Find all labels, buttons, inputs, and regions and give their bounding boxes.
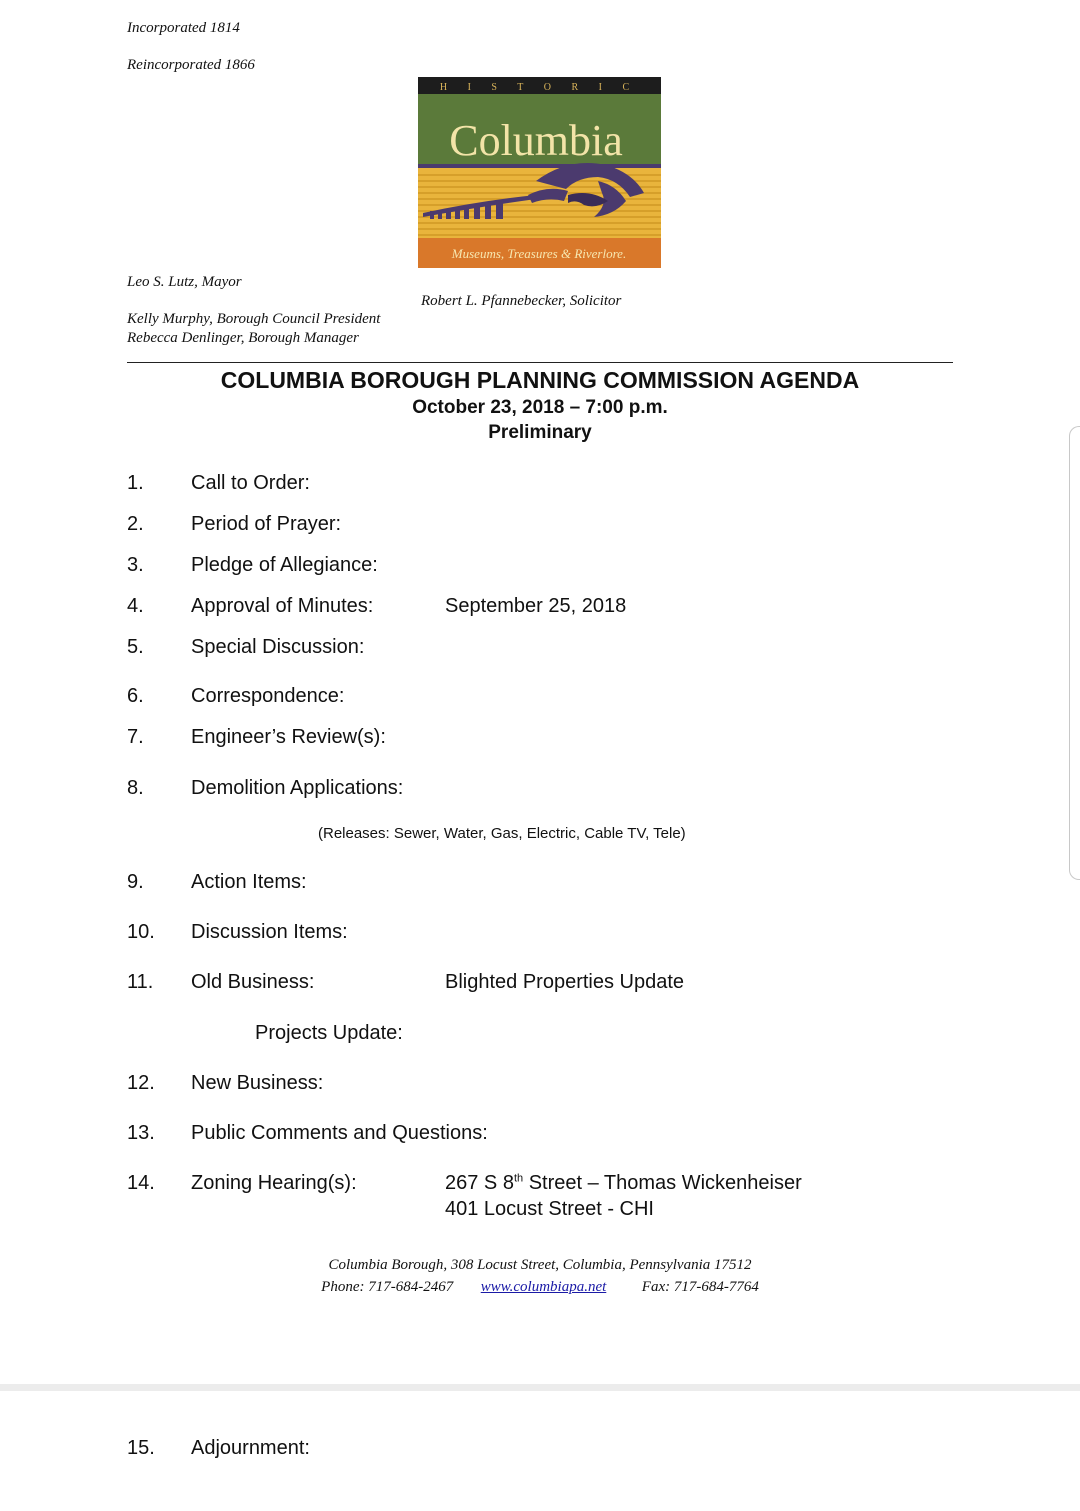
logo-tagline: Museums, Treasures & Riverlore.	[451, 246, 627, 261]
manager-text: Rebecca Denlinger, Borough Manager	[127, 330, 359, 346]
item-11-label: Old Business:	[191, 971, 315, 993]
item-5-label: Special Discussion:	[191, 636, 365, 658]
item-5-number: 5.	[127, 636, 144, 658]
item-10-label: Discussion Items:	[191, 921, 348, 943]
item-4-number: 4.	[127, 595, 144, 617]
logo-name: Columbia	[449, 116, 623, 165]
item-3-number: 3.	[127, 554, 144, 576]
item-11-value: Blighted Properties Update	[445, 971, 685, 993]
item-2-label: Period of Prayer:	[191, 513, 342, 535]
agenda-date: October 23, 2018 – 7:00 p.m.	[412, 397, 668, 418]
item-4-label: Approval of Minutes:	[191, 595, 374, 617]
item-14-label: Zoning Hearing(s):	[191, 1172, 357, 1194]
council-president-text: Kelly Murphy, Borough Council President	[127, 311, 381, 327]
zoning-hearing-1-address: 267 S 8	[445, 1172, 514, 1194]
item-3-label: Pledge of Allegiance:	[191, 554, 378, 576]
document-page-2	[0, 1391, 1080, 1511]
item-6-number: 6.	[127, 685, 144, 707]
item-1-number: 1.	[127, 472, 144, 494]
item-8-label: Demolition Applications:	[191, 777, 404, 799]
mayor-text: Leo S. Lutz, Mayor	[127, 274, 242, 290]
item-2-number: 2.	[127, 513, 144, 535]
page-separator	[0, 1384, 1080, 1391]
item-10-number: 10.	[127, 921, 155, 943]
item-4-value: September 25, 2018	[445, 595, 627, 617]
solicitor-text: Robert L. Pfannebecker, Solicitor	[421, 293, 622, 309]
agenda-status: Preliminary	[488, 422, 592, 443]
item-13-number: 13.	[127, 1122, 155, 1144]
item-1-label: Call to Order:	[191, 472, 310, 494]
historic-columbia-logo	[418, 77, 661, 268]
footer-fax: Fax: 717-684-7764	[641, 1279, 759, 1295]
footer-website-link[interactable]: www.columbiapa.net	[480, 1279, 607, 1295]
incorporated-text: Incorporated 1814	[127, 20, 240, 36]
item-12-number: 12.	[127, 1072, 155, 1094]
agenda-title: COLUMBIA BOROUGH PLANNING COMMISSION AGENDA	[220, 367, 860, 393]
zoning-hearing-1-ordinal: th	[513, 1172, 524, 1185]
item-15-label: Adjournment:	[191, 1437, 310, 1459]
header-divider	[127, 362, 953, 363]
releases-note: (Releases: Sewer, Water, Gas, Electric, Cable TV, Tele)	[318, 825, 686, 842]
scrollbar-handle[interactable]	[1069, 426, 1080, 880]
zoning-hearing-1-rest: Street – Thomas Wickenheiser	[523, 1172, 802, 1194]
zoning-hearing-2: 401 Locust Street - CHI	[445, 1198, 654, 1220]
item-12-label: New Business:	[191, 1072, 324, 1094]
item-14-number: 14.	[127, 1172, 155, 1194]
footer-phone: Phone: 717-684-2467	[321, 1279, 454, 1295]
item-9-label: Action Items:	[191, 871, 307, 893]
item-9-number: 9.	[127, 871, 144, 893]
item-13-label: Public Comments and Questions:	[191, 1122, 488, 1144]
footer-contact	[0, 1279, 1080, 1296]
logo-top-text: H I S T O R I C	[439, 82, 639, 93]
item-7-label: Engineer’s Review(s):	[191, 726, 386, 748]
footer-address: Columbia Borough, 308 Locust Street, Columbia, Pennsylvania 17512	[328, 1257, 752, 1273]
projects-update-label: Projects Update:	[255, 1022, 403, 1044]
reincorporated-text: Reincorporated 1866	[127, 57, 255, 73]
item-15-number: 15.	[127, 1437, 155, 1459]
item-6-label: Correspondence:	[191, 685, 345, 707]
logo-graphic	[418, 77, 661, 268]
item-7-number: 7.	[127, 726, 144, 748]
item-11-number: 11.	[127, 971, 154, 993]
zoning-hearing-1	[445, 1172, 802, 1195]
item-8-number: 8.	[127, 777, 144, 799]
